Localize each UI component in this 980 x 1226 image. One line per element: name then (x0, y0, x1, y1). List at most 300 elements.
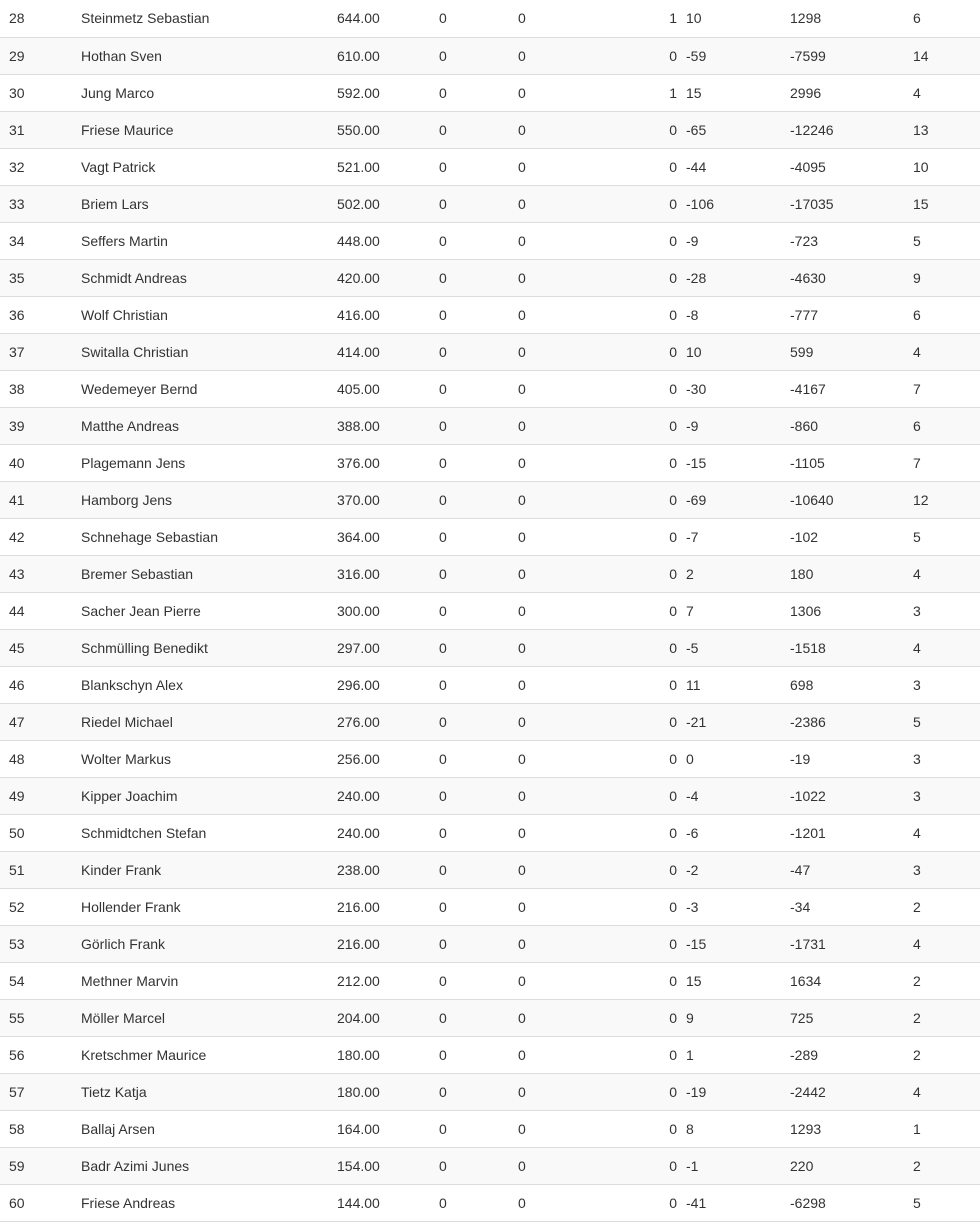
table-row (0, 1147, 980, 1184)
difference-cell: 15 (686, 962, 790, 999)
stat-c-cell: 0 (648, 111, 686, 148)
player-name-cell: Kretschmer Maurice (81, 1036, 337, 1073)
points-cell: 144.00 (337, 1184, 439, 1221)
rank-cell: 51 (0, 851, 81, 888)
points-cell: 212.00 (337, 962, 439, 999)
stat-a-cell: 0 (439, 555, 518, 592)
score-cell: 2996 (790, 74, 913, 111)
stat-b-cell: 0 (518, 888, 648, 925)
rank-cell: 44 (0, 592, 81, 629)
player-name-cell: Ballaj Arsen (81, 1110, 337, 1147)
points-cell: 204.00 (337, 999, 439, 1036)
difference-cell: 0 (686, 740, 790, 777)
player-name-cell: Schmidtchen Stefan (81, 814, 337, 851)
difference-cell: 15 (686, 74, 790, 111)
difference-cell: -19 (686, 1073, 790, 1110)
points-cell: 550.00 (337, 111, 439, 148)
table-row (0, 1184, 980, 1221)
points-cell: 180.00 (337, 1073, 439, 1110)
stat-a-cell: 0 (439, 481, 518, 518)
stat-c-cell: 1 (648, 74, 686, 111)
stat-c-cell: 0 (648, 370, 686, 407)
rank-cell: 28 (0, 0, 81, 37)
games-cell: 4 (913, 333, 980, 370)
stat-a-cell: 0 (439, 222, 518, 259)
rank-cell: 58 (0, 1110, 81, 1147)
stat-a-cell: 0 (439, 814, 518, 851)
stat-a-cell: 0 (439, 1110, 518, 1147)
stat-b-cell: 0 (518, 333, 648, 370)
stat-c-cell: 0 (648, 1036, 686, 1073)
stat-c-cell: 0 (648, 1184, 686, 1221)
stat-c-cell: 0 (648, 1073, 686, 1110)
rank-cell: 60 (0, 1184, 81, 1221)
points-cell: 448.00 (337, 222, 439, 259)
stat-b-cell: 0 (518, 814, 648, 851)
difference-cell: -8 (686, 296, 790, 333)
table-row (0, 370, 980, 407)
stat-c-cell: 0 (648, 925, 686, 962)
stat-c-cell: 0 (648, 629, 686, 666)
stat-c-cell: 0 (648, 185, 686, 222)
stat-c-cell: 0 (648, 444, 686, 481)
stat-b-cell: 0 (518, 74, 648, 111)
games-cell: 4 (913, 629, 980, 666)
table-row (0, 962, 980, 999)
difference-cell: -21 (686, 703, 790, 740)
score-cell: -4095 (790, 148, 913, 185)
player-name-cell: Matthe Andreas (81, 407, 337, 444)
stat-a-cell: 0 (439, 592, 518, 629)
player-name-cell: Seffers Martin (81, 222, 337, 259)
stat-a-cell: 0 (439, 518, 518, 555)
games-cell: 4 (913, 1073, 980, 1110)
points-cell: 316.00 (337, 555, 439, 592)
score-cell: -2386 (790, 703, 913, 740)
games-cell: 3 (913, 666, 980, 703)
difference-cell: 10 (686, 0, 790, 37)
stat-a-cell: 0 (439, 925, 518, 962)
rank-cell: 29 (0, 37, 81, 74)
stat-a-cell: 0 (439, 74, 518, 111)
games-cell: 1 (913, 1110, 980, 1147)
points-cell: 256.00 (337, 740, 439, 777)
table-row (0, 111, 980, 148)
player-name-cell: Vagt Patrick (81, 148, 337, 185)
difference-cell: -7 (686, 518, 790, 555)
difference-cell: -59 (686, 37, 790, 74)
player-name-cell: Hamborg Jens (81, 481, 337, 518)
games-cell: 5 (913, 518, 980, 555)
player-name-cell: Schmülling Benedikt (81, 629, 337, 666)
points-cell: 216.00 (337, 888, 439, 925)
games-cell: 15 (913, 185, 980, 222)
stat-a-cell: 0 (439, 37, 518, 74)
stat-a-cell: 0 (439, 185, 518, 222)
points-cell: 297.00 (337, 629, 439, 666)
player-name-cell: Plagemann Jens (81, 444, 337, 481)
games-cell: 4 (913, 555, 980, 592)
stat-c-cell: 0 (648, 703, 686, 740)
rank-cell: 36 (0, 296, 81, 333)
points-cell: 376.00 (337, 444, 439, 481)
player-name-cell: Kipper Joachim (81, 777, 337, 814)
player-name-cell: Hothan Sven (81, 37, 337, 74)
table-row (0, 777, 980, 814)
rank-cell: 45 (0, 629, 81, 666)
stat-b-cell: 0 (518, 444, 648, 481)
stat-b-cell: 0 (518, 259, 648, 296)
table-row (0, 185, 980, 222)
score-cell: -10640 (790, 481, 913, 518)
games-cell: 4 (913, 925, 980, 962)
table-row (0, 925, 980, 962)
score-cell: -4630 (790, 259, 913, 296)
stat-c-cell: 0 (648, 1147, 686, 1184)
stat-b-cell: 0 (518, 851, 648, 888)
games-cell: 3 (913, 851, 980, 888)
stat-a-cell: 0 (439, 1147, 518, 1184)
table-row (0, 37, 980, 74)
stat-c-cell: 0 (648, 592, 686, 629)
points-cell: 240.00 (337, 777, 439, 814)
table-row (0, 555, 980, 592)
stat-a-cell: 0 (439, 296, 518, 333)
score-cell: 1298 (790, 0, 913, 37)
table-row (0, 703, 980, 740)
score-cell: -7599 (790, 37, 913, 74)
rank-cell: 59 (0, 1147, 81, 1184)
score-cell: -723 (790, 222, 913, 259)
games-cell: 2 (913, 1147, 980, 1184)
stat-b-cell: 0 (518, 703, 648, 740)
score-cell: 725 (790, 999, 913, 1036)
player-name-cell: Blankschyn Alex (81, 666, 337, 703)
points-cell: 405.00 (337, 370, 439, 407)
games-cell: 2 (913, 1036, 980, 1073)
games-cell: 3 (913, 592, 980, 629)
stat-a-cell: 0 (439, 629, 518, 666)
rank-cell: 53 (0, 925, 81, 962)
stat-a-cell: 0 (439, 888, 518, 925)
player-name-cell: Bremer Sebastian (81, 555, 337, 592)
table-row (0, 592, 980, 629)
player-name-cell: Jung Marco (81, 74, 337, 111)
stat-c-cell: 0 (648, 962, 686, 999)
stat-b-cell: 0 (518, 481, 648, 518)
score-cell: 599 (790, 333, 913, 370)
stat-b-cell: 0 (518, 1147, 648, 1184)
stat-c-cell: 0 (648, 407, 686, 444)
score-cell: 1634 (790, 962, 913, 999)
difference-cell: -30 (686, 370, 790, 407)
stat-c-cell: 0 (648, 296, 686, 333)
stat-a-cell: 0 (439, 1184, 518, 1221)
rank-cell: 33 (0, 185, 81, 222)
stat-c-cell: 0 (648, 1110, 686, 1147)
score-cell: -17035 (790, 185, 913, 222)
games-cell: 10 (913, 148, 980, 185)
score-cell: -1201 (790, 814, 913, 851)
stat-b-cell: 0 (518, 999, 648, 1036)
games-cell: 5 (913, 222, 980, 259)
games-cell: 5 (913, 1184, 980, 1221)
games-cell: 6 (913, 0, 980, 37)
games-cell: 7 (913, 370, 980, 407)
table-row (0, 999, 980, 1036)
stat-b-cell: 0 (518, 1110, 648, 1147)
stat-a-cell: 0 (439, 407, 518, 444)
table-row (0, 629, 980, 666)
stat-b-cell: 0 (518, 740, 648, 777)
points-cell: 364.00 (337, 518, 439, 555)
stat-b-cell: 0 (518, 518, 648, 555)
games-cell: 13 (913, 111, 980, 148)
points-cell: 154.00 (337, 1147, 439, 1184)
stat-c-cell: 0 (648, 740, 686, 777)
stat-b-cell: 0 (518, 407, 648, 444)
score-cell: -777 (790, 296, 913, 333)
score-cell: -289 (790, 1036, 913, 1073)
points-cell: 502.00 (337, 185, 439, 222)
player-name-cell: Hollender Frank (81, 888, 337, 925)
rank-cell: 43 (0, 555, 81, 592)
score-cell: -102 (790, 518, 913, 555)
games-cell: 7 (913, 444, 980, 481)
difference-cell: -9 (686, 407, 790, 444)
stat-a-cell: 0 (439, 999, 518, 1036)
stat-b-cell: 0 (518, 666, 648, 703)
difference-cell: -4 (686, 777, 790, 814)
rank-cell: 39 (0, 407, 81, 444)
difference-cell: 7 (686, 592, 790, 629)
stat-c-cell: 0 (648, 481, 686, 518)
stat-a-cell: 0 (439, 962, 518, 999)
points-cell: 592.00 (337, 74, 439, 111)
difference-cell: -6 (686, 814, 790, 851)
score-cell: -1105 (790, 444, 913, 481)
stat-a-cell: 0 (439, 259, 518, 296)
stat-c-cell: 0 (648, 888, 686, 925)
points-cell: 610.00 (337, 37, 439, 74)
score-cell: -47 (790, 851, 913, 888)
player-name-cell: Switalla Christian (81, 333, 337, 370)
score-cell: -6298 (790, 1184, 913, 1221)
stat-c-cell: 0 (648, 222, 686, 259)
points-cell: 416.00 (337, 296, 439, 333)
score-cell: -4167 (790, 370, 913, 407)
stat-b-cell: 0 (518, 777, 648, 814)
difference-cell: -28 (686, 259, 790, 296)
stat-a-cell: 0 (439, 777, 518, 814)
score-cell: 698 (790, 666, 913, 703)
difference-cell: -1 (686, 1147, 790, 1184)
score-cell: 1306 (790, 592, 913, 629)
stat-c-cell: 0 (648, 259, 686, 296)
player-name-cell: Möller Marcel (81, 999, 337, 1036)
stat-a-cell: 0 (439, 703, 518, 740)
score-cell: -12246 (790, 111, 913, 148)
rank-cell: 50 (0, 814, 81, 851)
table-row (0, 296, 980, 333)
player-name-cell: Methner Marvin (81, 962, 337, 999)
score-cell: -1022 (790, 777, 913, 814)
rank-cell: 56 (0, 1036, 81, 1073)
stat-b-cell: 0 (518, 185, 648, 222)
stat-a-cell: 0 (439, 444, 518, 481)
stat-c-cell: 0 (648, 666, 686, 703)
difference-cell: -69 (686, 481, 790, 518)
stat-b-cell: 0 (518, 370, 648, 407)
rank-cell: 52 (0, 888, 81, 925)
games-cell: 4 (913, 814, 980, 851)
rank-cell: 48 (0, 740, 81, 777)
player-name-cell: Sacher Jean Pierre (81, 592, 337, 629)
score-cell: -2442 (790, 1073, 913, 1110)
points-cell: 521.00 (337, 148, 439, 185)
points-cell: 370.00 (337, 481, 439, 518)
difference-cell: -15 (686, 444, 790, 481)
difference-cell: -3 (686, 888, 790, 925)
table-row (0, 148, 980, 185)
stat-c-cell: 0 (648, 999, 686, 1036)
difference-cell: 9 (686, 999, 790, 1036)
score-cell: -19 (790, 740, 913, 777)
rank-cell: 35 (0, 259, 81, 296)
difference-cell: 1 (686, 1036, 790, 1073)
stat-a-cell: 0 (439, 0, 518, 37)
points-cell: 300.00 (337, 592, 439, 629)
stat-b-cell: 0 (518, 222, 648, 259)
games-cell: 14 (913, 37, 980, 74)
games-cell: 3 (913, 777, 980, 814)
games-cell: 2 (913, 888, 980, 925)
table-row (0, 518, 980, 555)
player-name-cell: Friese Andreas (81, 1184, 337, 1221)
player-name-cell: Tietz Katja (81, 1073, 337, 1110)
stat-c-cell: 0 (648, 814, 686, 851)
score-cell: 220 (790, 1147, 913, 1184)
stat-a-cell: 0 (439, 740, 518, 777)
table-row (0, 1036, 980, 1073)
rank-cell: 42 (0, 518, 81, 555)
difference-cell: -15 (686, 925, 790, 962)
stat-c-cell: 0 (648, 518, 686, 555)
rank-cell: 40 (0, 444, 81, 481)
score-cell: -1518 (790, 629, 913, 666)
rank-cell: 37 (0, 333, 81, 370)
stat-a-cell: 0 (439, 370, 518, 407)
difference-cell: 2 (686, 555, 790, 592)
difference-cell: -5 (686, 629, 790, 666)
points-cell: 420.00 (337, 259, 439, 296)
stat-b-cell: 0 (518, 925, 648, 962)
difference-cell: -9 (686, 222, 790, 259)
games-cell: 9 (913, 259, 980, 296)
table-row (0, 814, 980, 851)
difference-cell: -65 (686, 111, 790, 148)
points-cell: 296.00 (337, 666, 439, 703)
table-row (0, 74, 980, 111)
stat-c-cell: 0 (648, 148, 686, 185)
rank-cell: 55 (0, 999, 81, 1036)
player-name-cell: Friese Maurice (81, 111, 337, 148)
points-cell: 388.00 (337, 407, 439, 444)
stat-b-cell: 0 (518, 1036, 648, 1073)
games-cell: 6 (913, 296, 980, 333)
rank-cell: 38 (0, 370, 81, 407)
table-row (0, 444, 980, 481)
table-row (0, 666, 980, 703)
difference-cell: 11 (686, 666, 790, 703)
score-cell: 1293 (790, 1110, 913, 1147)
table-row (0, 0, 980, 37)
score-cell: 180 (790, 555, 913, 592)
rank-cell: 57 (0, 1073, 81, 1110)
stat-c-cell: 0 (648, 37, 686, 74)
difference-cell: 8 (686, 1110, 790, 1147)
stat-c-cell: 0 (648, 333, 686, 370)
table-row (0, 1073, 980, 1110)
stat-b-cell: 0 (518, 1073, 648, 1110)
table-row (0, 851, 980, 888)
stat-a-cell: 0 (439, 851, 518, 888)
score-cell: -860 (790, 407, 913, 444)
table-row (0, 740, 980, 777)
stat-b-cell: 0 (518, 592, 648, 629)
stat-a-cell: 0 (439, 148, 518, 185)
player-name-cell: Schnehage Sebastian (81, 518, 337, 555)
games-cell: 2 (913, 962, 980, 999)
player-name-cell: Badr Azimi Junes (81, 1147, 337, 1184)
rank-cell: 54 (0, 962, 81, 999)
games-cell: 4 (913, 74, 980, 111)
difference-cell: -106 (686, 185, 790, 222)
stat-b-cell: 0 (518, 0, 648, 37)
table-row (0, 333, 980, 370)
games-cell: 2 (913, 999, 980, 1036)
difference-cell: -41 (686, 1184, 790, 1221)
player-name-cell: Wolf Christian (81, 296, 337, 333)
player-name-cell: Wolter Markus (81, 740, 337, 777)
player-name-cell: Riedel Michael (81, 703, 337, 740)
stat-b-cell: 0 (518, 962, 648, 999)
table-row (0, 259, 980, 296)
stat-b-cell: 0 (518, 296, 648, 333)
stat-b-cell: 0 (518, 148, 648, 185)
stat-c-cell: 0 (648, 555, 686, 592)
rank-cell: 34 (0, 222, 81, 259)
stat-a-cell: 0 (439, 1036, 518, 1073)
stat-c-cell: 0 (648, 851, 686, 888)
stat-a-cell: 0 (439, 333, 518, 370)
table-row (0, 222, 980, 259)
player-name-cell: Wedemeyer Bernd (81, 370, 337, 407)
player-name-cell: Schmidt Andreas (81, 259, 337, 296)
stat-b-cell: 0 (518, 555, 648, 592)
stat-a-cell: 0 (439, 1073, 518, 1110)
stat-b-cell: 0 (518, 629, 648, 666)
stat-b-cell: 0 (518, 1184, 648, 1221)
games-cell: 12 (913, 481, 980, 518)
stat-b-cell: 0 (518, 111, 648, 148)
rank-cell: 41 (0, 481, 81, 518)
games-cell: 5 (913, 703, 980, 740)
games-cell: 3 (913, 740, 980, 777)
stat-b-cell: 0 (518, 37, 648, 74)
rank-cell: 46 (0, 666, 81, 703)
points-cell: 164.00 (337, 1110, 439, 1147)
